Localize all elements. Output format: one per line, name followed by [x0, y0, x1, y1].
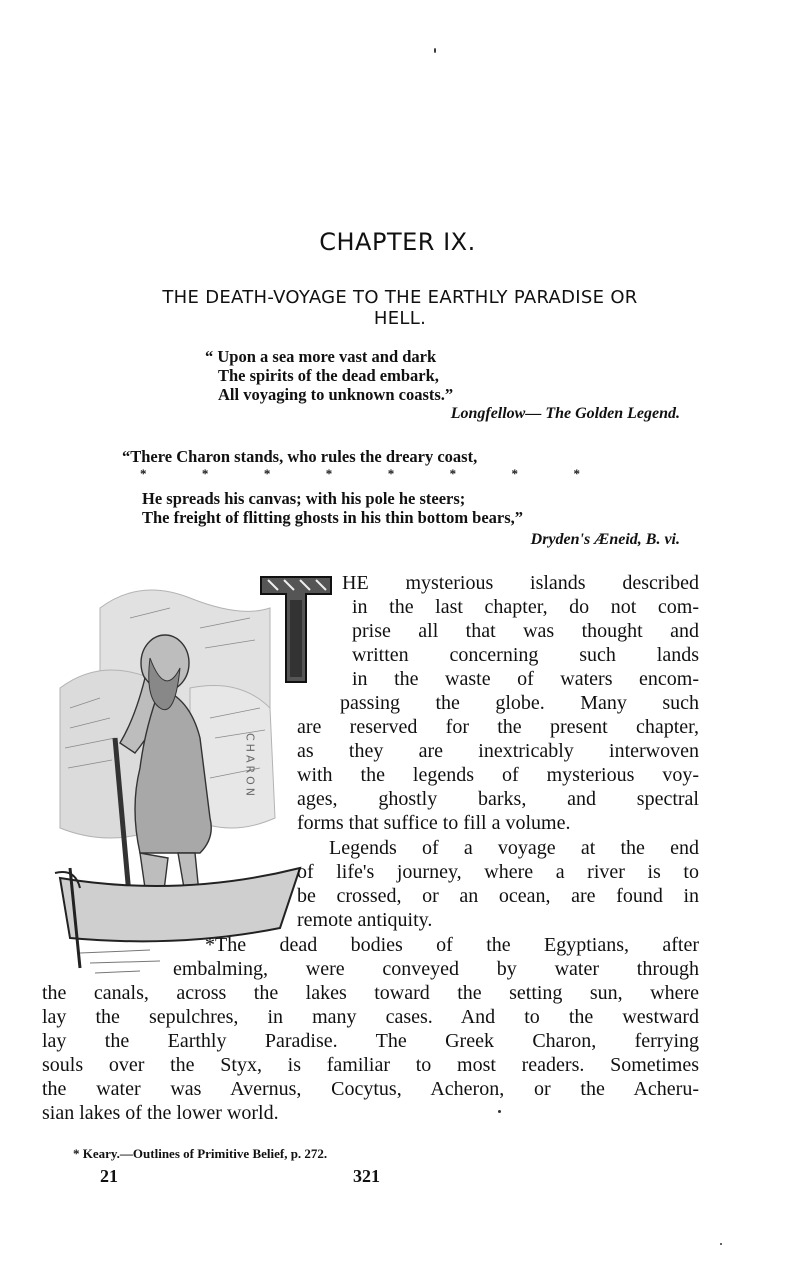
text-line: souls over the Styx, is familiar to most readers. Sometimes [42, 1054, 699, 1076]
text-line: embalming, were conveyed by water through [173, 958, 699, 980]
epigraph-line: He spreads his canvas; with his pole he steers; [142, 489, 466, 508]
text-line: passing the globe. Many such [340, 692, 699, 714]
text-line: Legends of a voyage at the end [329, 837, 699, 859]
text-line: be crossed, or an ocean, are found in [297, 885, 699, 907]
speck [498, 1110, 501, 1113]
chapter-subtitle-line-1: THE DEATH-VOYAGE TO THE EARTHLY PARADISE OR [162, 287, 638, 308]
text-line: the water was Avernus, Cocytus, Acheron, or the Acheru- [42, 1078, 699, 1100]
epigraph-line: “There Charon stands, who rules the dreary coast, [122, 447, 478, 466]
text-line: lay the sepulchres, in many cases. And to the westward [42, 1006, 699, 1028]
text-line: of life's journey, where a river is to [297, 861, 699, 883]
epigraph-attribution-longfellow: Longfellow— The Golden Legend. [450, 405, 680, 422]
epigraph-attribution-dryden: Dryden's Æneid, B. vi. [530, 531, 680, 548]
star: * [387, 466, 395, 481]
epigraph-line: “ Upon a sea more vast and dark [205, 347, 437, 366]
text-line: written concerning such lands [352, 644, 699, 666]
drop-cap-letter: T [293, 690, 299, 699]
epigraph-line: The freight of flitting ghosts in his thin bottom bears,” [142, 508, 524, 527]
star: * [449, 466, 457, 481]
chapter-subtitle [60, 287, 740, 329]
text-line: the canals, across the lakes toward the setting sun, where [42, 982, 699, 1004]
charon-label: CHARON [243, 733, 257, 800]
star: * [573, 466, 580, 481]
star: * [325, 466, 333, 481]
star: * [140, 466, 147, 481]
text-line: in the waste of waters encom- [352, 668, 699, 690]
epigraph-dryden-continued [142, 489, 523, 527]
text-line: with the legends of mysterious voy- [297, 764, 699, 786]
chapter-title: CHAPTER IX. [319, 228, 476, 256]
epigraph-line: The spirits of the dead embark, [218, 366, 439, 385]
speck [720, 1243, 722, 1245]
text-line: ages, ghostly barks, and spectral [297, 788, 699, 810]
star: * [263, 466, 271, 481]
epigraph-longfellow [205, 347, 453, 404]
text-line: *The dead bodies of the Egyptians, after [205, 934, 699, 956]
text-line: sian lakes of the lower world. [42, 1102, 279, 1124]
star: * [511, 466, 519, 481]
speck [434, 48, 436, 53]
star: * [201, 466, 209, 481]
text-line: as they are inextricably interwoven [297, 740, 699, 762]
text-line: prise all that was thought and [352, 620, 699, 642]
text-line: are reserved for the present chapter, [297, 716, 699, 738]
drop-cap [256, 572, 336, 702]
text-line: lay the Earthly Paradise. The Greek Charon, ferrying [42, 1030, 699, 1052]
text-line: HE mysterious islands described [342, 572, 699, 594]
water-lines [80, 950, 160, 973]
epigraph-dryden [122, 447, 477, 466]
text-line: forms that suffice to fill a volume. [297, 812, 571, 834]
signature-mark: 21 [100, 1166, 118, 1186]
ellipsis-stars [140, 466, 580, 482]
epigraph-line: All voyaging to unknown coasts.” [218, 385, 454, 404]
text-line: in the last chapter, do not com- [352, 596, 699, 618]
text-line: remote antiquity. [297, 909, 433, 931]
page-number: 321 [353, 1166, 380, 1186]
chapter-subtitle-line-2: HELL. [373, 308, 427, 329]
footnote: * Keary.—Outlines of Primitive Belief, p. 272. [73, 1146, 328, 1161]
